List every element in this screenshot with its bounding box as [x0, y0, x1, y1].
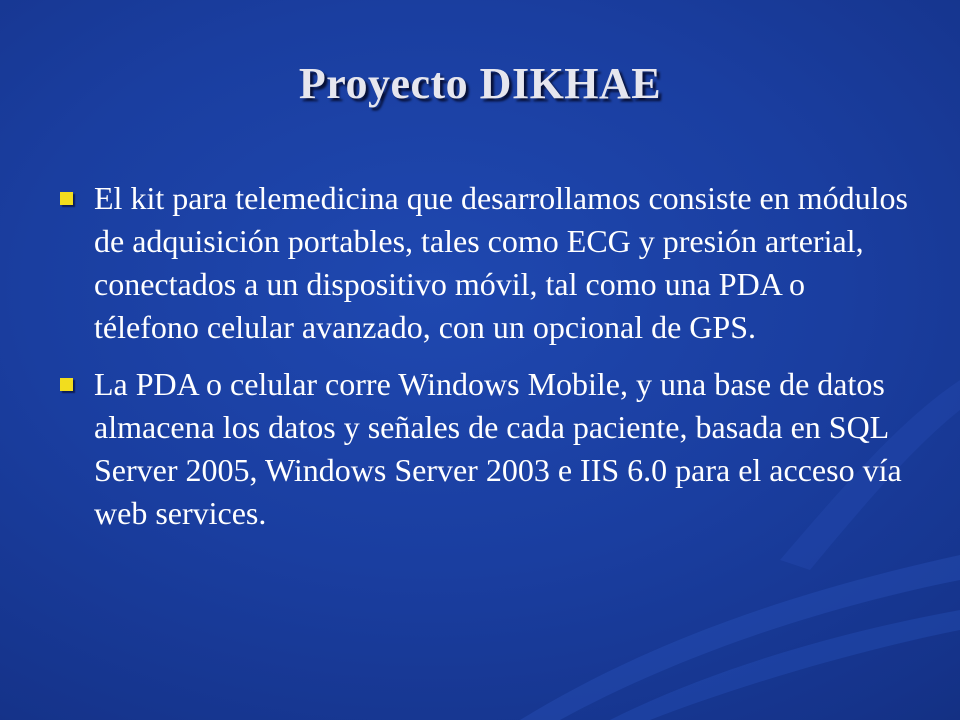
bullet-item	[60, 177, 910, 349]
slide-title: Proyecto DIKHAE	[298, 59, 662, 108]
bullet-text: El kit para telemedicina que desarrollamos consiste en módulos de adquisición portables, tales como ECG y presión arterial, conectados a un dispositivo móvil, tal como una PDA o télefono celular avanzado, con un opcional de GPS.	[94, 180, 908, 345]
bullet-item	[60, 363, 910, 535]
bullet-list	[60, 177, 910, 549]
square-bullet-icon	[60, 192, 73, 205]
bullet-text: La PDA o celular corre Windows Mobile, y una base de datos almacena los datos y señales de cada paciente, basada en SQL Server 2005, Windows Server 2003 e IIS 6.0 para el acceso vía web services.	[94, 366, 902, 531]
square-bullet-icon	[60, 378, 73, 391]
